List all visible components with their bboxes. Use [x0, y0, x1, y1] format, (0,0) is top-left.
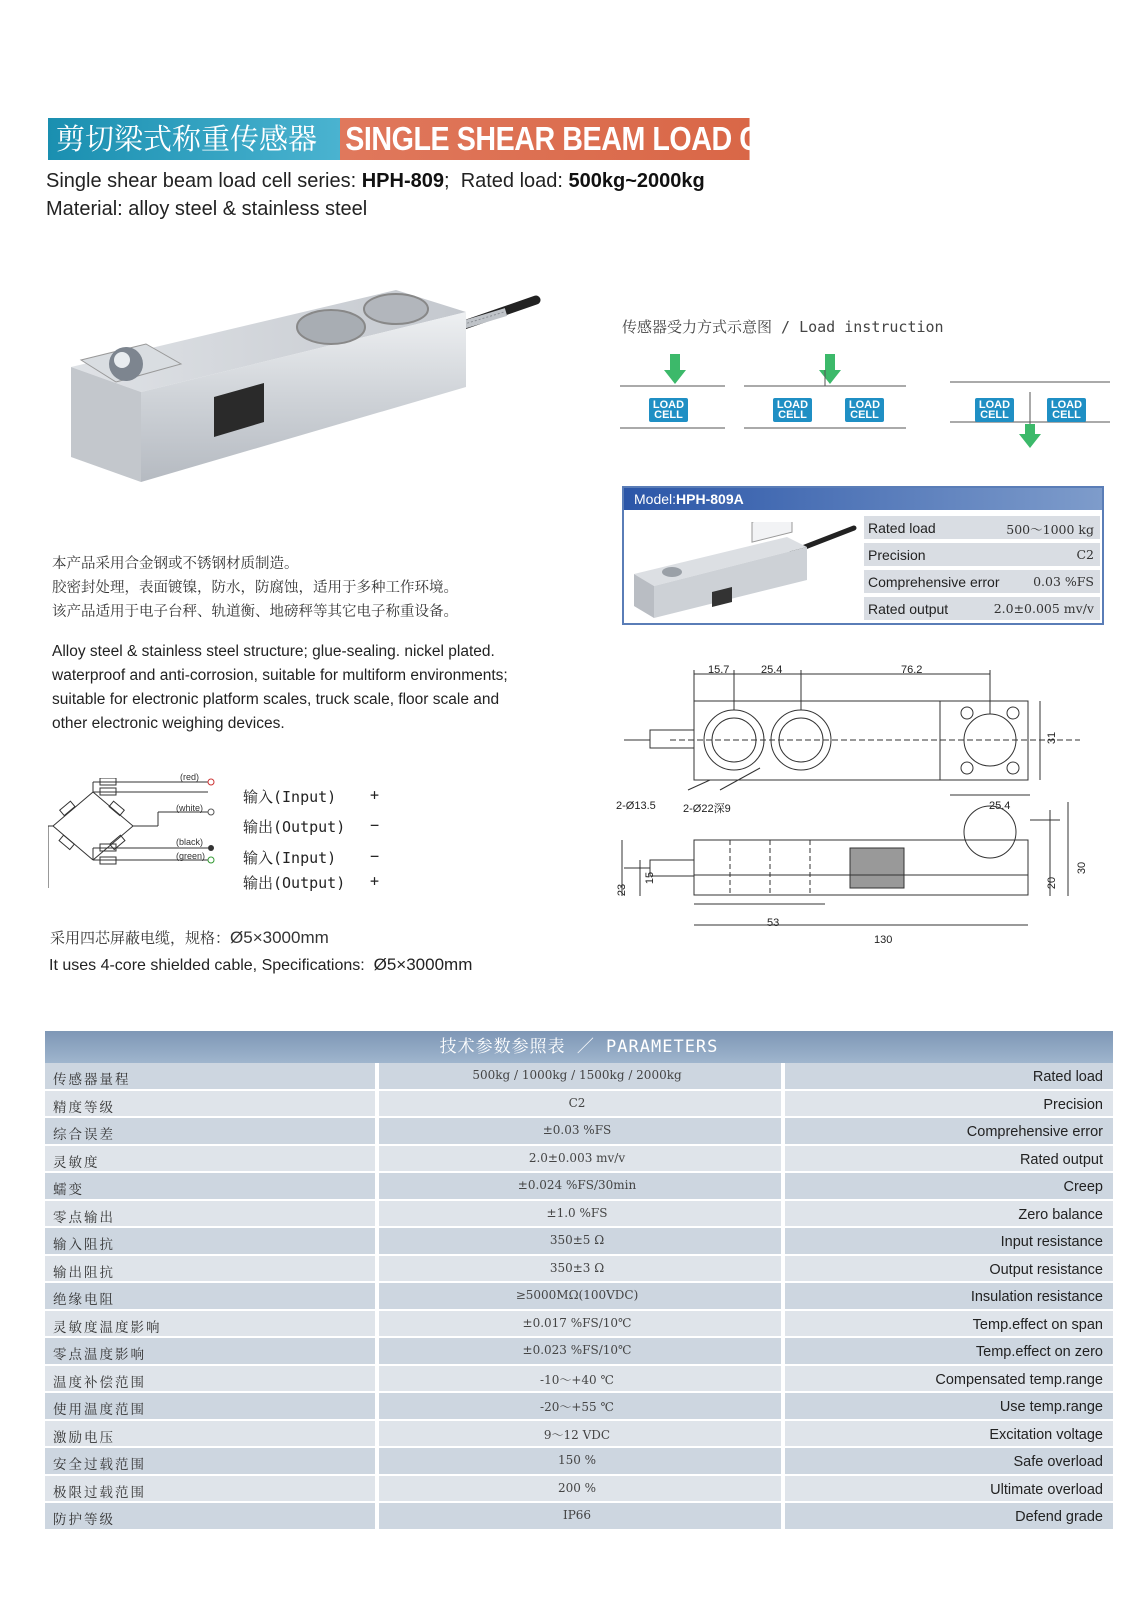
param-cn: 零点温度影响 — [53, 1347, 146, 1363]
wire-label: 输入(Input) — [243, 849, 337, 867]
load-cell-badge: LOAD CELL — [649, 398, 688, 422]
description-en-4: other electronic weighing devices. — [52, 715, 285, 732]
param-en: Defend grade — [1015, 1509, 1103, 1525]
param-en: Precision — [1043, 1096, 1103, 1113]
load-arrow-icon — [664, 354, 686, 384]
param-value: 9～12 VDC — [543, 1427, 611, 1442]
param-en: Rated output — [1019, 1151, 1103, 1168]
wire-label: 输入(Input) — [243, 788, 337, 806]
wiring-bridge-diagram — [48, 778, 228, 888]
rated-load-label: Rated load: — [460, 170, 563, 192]
wire-color-black: (black) — [176, 837, 204, 847]
spec-row — [864, 595, 1100, 620]
load-cell-photo — [66, 282, 576, 482]
table-row — [45, 1338, 1113, 1366]
series-separator: ; — [444, 170, 450, 192]
param-cn: 精度等级 — [53, 1099, 115, 1116]
param-en: Creep — [1063, 1179, 1103, 1195]
param-value: 350±3 Ω — [549, 1260, 605, 1275]
spec-value: 2.0±0.005 mv/v — [993, 601, 1094, 616]
dim-label: 130 — [874, 934, 893, 946]
param-value: ≥5000MΩ(100VDC) — [515, 1288, 639, 1302]
wire-sign: + — [370, 786, 380, 804]
param-value: 500kg / 1000kg / 1500kg / 2000kg — [472, 1068, 682, 1082]
param-value: ±0.017 %FS/10℃ — [522, 1315, 632, 1330]
cable-spec-cn: 采用四芯屏蔽电缆，规格：Ø5×3000mm — [50, 928, 329, 947]
description-en-3: suitable for electronic platform scales, truck scale, floor scale and — [52, 691, 500, 708]
spec-row — [864, 514, 1100, 539]
param-value: ±0.024 %FS/30min — [517, 1178, 637, 1192]
wire-sign: + — [370, 872, 380, 890]
param-cn: 温度补偿范围 — [53, 1374, 146, 1391]
dim-label: 31 — [1046, 731, 1059, 745]
param-en: Insulation resistance — [970, 1289, 1103, 1305]
load-cell-badge: LOAD CELL — [773, 398, 812, 422]
model-photo — [632, 522, 858, 620]
table-row — [45, 1228, 1113, 1256]
spec-row — [864, 568, 1100, 593]
param-value: ±0.023 %FS/10℃ — [522, 1343, 632, 1357]
table-row — [45, 1091, 1113, 1119]
param-en: Use temp.range — [999, 1399, 1103, 1415]
title-english: SINGLE SHEAR BEAM LOAD CELL — [340, 118, 750, 160]
param-value: ±0.03 %FS — [542, 1123, 612, 1137]
description-cn-3: 该产品适用于电子台秤、轨道衡、地磅秤等其它电子称重设备。 — [52, 604, 458, 620]
param-value: 150 % — [557, 1453, 597, 1467]
spec-key: Rated load — [868, 520, 936, 536]
table-row — [45, 1256, 1113, 1284]
param-en: Temp.effect on span — [972, 1316, 1103, 1333]
spec-key: Precision — [868, 547, 926, 563]
description-cn-1: 本产品采用合金钢或不锈钢材质制造。 — [52, 556, 299, 572]
param-en: Temp.effect on zero — [975, 1344, 1103, 1360]
rated-load-value: 500kg~2000kg — [568, 170, 705, 192]
model-name: HPH-809A — [676, 491, 744, 507]
load-cell-badge: LOAD CELL — [975, 398, 1014, 422]
spec-row — [864, 541, 1100, 566]
param-en: Compensated temp.range — [935, 1371, 1103, 1388]
wire-label: 输出(Output) — [243, 874, 346, 892]
load-arrow-icon — [1019, 424, 1041, 448]
table-row — [45, 1503, 1113, 1531]
series-value: HPH-809 — [361, 170, 444, 192]
param-cn: 输出阻抗 — [53, 1264, 115, 1281]
spec-value: C2 — [1076, 547, 1094, 562]
param-en: Safe overload — [1013, 1454, 1103, 1470]
table-row — [45, 1283, 1113, 1311]
table-row — [45, 1476, 1113, 1504]
param-en: Rated load — [1032, 1069, 1103, 1085]
title-chinese: 剪切梁式称重传感器 — [48, 118, 340, 160]
hole-label: 2-Ø13.5 — [616, 800, 656, 812]
param-en: Zero balance — [1018, 1206, 1103, 1223]
table-row — [45, 1448, 1113, 1476]
table-row — [45, 1393, 1113, 1421]
table-row — [45, 1366, 1113, 1394]
param-en: Output resistance — [989, 1261, 1103, 1278]
wire-color-green: (green) — [176, 851, 206, 861]
param-cn: 使用温度范围 — [53, 1402, 146, 1418]
param-cn: 绝缘电阻 — [53, 1292, 115, 1308]
wire-sign: − — [370, 816, 380, 834]
load-instruction-title: 传感器受力方式示意图 / Load instruction — [622, 318, 944, 336]
param-en: Ultimate overload — [990, 1481, 1103, 1498]
param-value: -10～+40 ℃ — [540, 1372, 614, 1387]
param-cn: 综合误差 — [53, 1127, 115, 1143]
model-header — [624, 488, 1102, 510]
wire-color-red: (red) — [180, 772, 200, 782]
param-cn: 激励电压 — [53, 1429, 115, 1446]
description-en-2: waterproof and anti-corrosion, suitable for multiform environments; — [52, 667, 508, 684]
param-value: ±1.0 %FS — [546, 1205, 608, 1220]
param-cn: 零点输出 — [53, 1209, 115, 1226]
param-cn: 蠕变 — [53, 1182, 84, 1198]
spec-key: Comprehensive error — [868, 574, 1000, 590]
param-value: C2 — [568, 1095, 586, 1110]
model-label: Model: — [634, 491, 677, 507]
dim-label: 15.7 — [708, 664, 730, 676]
table-row — [45, 1118, 1113, 1146]
param-cn: 安全过载范围 — [53, 1457, 146, 1473]
material-line: Material: alloy steel & stainless steel — [46, 198, 368, 220]
dim-label: 25.4 — [761, 664, 783, 676]
wire-label: 输出(Output) — [243, 818, 346, 836]
description-cn-2: 胶密封处理，表面镀镍，防水，防腐蚀，适用于多种工作环境。 — [52, 580, 458, 596]
load-cell-badge: LOAD CELL — [845, 398, 884, 422]
param-value: 2.0±0.003 mv/v — [528, 1150, 626, 1165]
spec-value: 0.03 %FS — [1033, 574, 1094, 589]
table-row — [45, 1201, 1113, 1229]
series-line — [46, 170, 705, 193]
param-value: 350±5 Ω — [549, 1233, 605, 1247]
parameters-table — [45, 1031, 1113, 1531]
table-row — [45, 1311, 1113, 1339]
param-cn: 极限过载范围 — [53, 1484, 146, 1501]
description-en-1: Alloy steel & stainless steel structure; glue-sealing. nickel plated. — [52, 643, 495, 660]
dim-label: 23 — [616, 883, 629, 897]
param-cn: 灵敏度 — [53, 1154, 100, 1171]
spec-key: Rated output — [868, 601, 949, 617]
cable-spec-en: It uses 4-core shielded cable, Specifications: Ø5×3000mm — [49, 955, 473, 974]
param-value: IP66 — [562, 1508, 592, 1522]
table-row — [45, 1063, 1113, 1091]
dim-label: 30 — [1076, 861, 1089, 875]
load-arrow-icon — [819, 354, 841, 384]
param-cn: 传感器量程 — [53, 1072, 131, 1088]
dim-label: 53 — [767, 917, 780, 929]
param-en: Input resistance — [1000, 1234, 1103, 1250]
series-label: Single shear beam load cell series: — [46, 170, 357, 192]
spec-value: 500～1000 kg — [1006, 522, 1094, 537]
table-row — [45, 1173, 1113, 1201]
table-row — [45, 1146, 1113, 1174]
table-row — [45, 1421, 1113, 1449]
param-cn: 灵敏度温度影响 — [53, 1319, 162, 1336]
dim-label: 15 — [644, 871, 657, 885]
wire-sign: − — [370, 847, 380, 865]
load-cell-badge: LOAD CELL — [1047, 398, 1086, 422]
param-value: -20～+55 ℃ — [540, 1400, 614, 1414]
dim-label: 25.4 — [989, 800, 1011, 812]
dim-label: 20 — [1046, 876, 1059, 890]
parameters-title: 技术参数参照表 ／ PARAMETERS — [45, 1031, 1113, 1063]
wire-color-white: (white) — [176, 803, 204, 813]
dim-label: 76.2 — [901, 664, 923, 676]
hole-label: 2-Ø22深9 — [683, 803, 731, 815]
param-cn: 防护等级 — [53, 1512, 115, 1528]
param-value: 200 % — [557, 1480, 597, 1495]
param-en: Comprehensive error — [966, 1124, 1103, 1140]
param-en: Excitation voltage — [989, 1426, 1103, 1443]
param-cn: 输入阻抗 — [53, 1237, 115, 1253]
